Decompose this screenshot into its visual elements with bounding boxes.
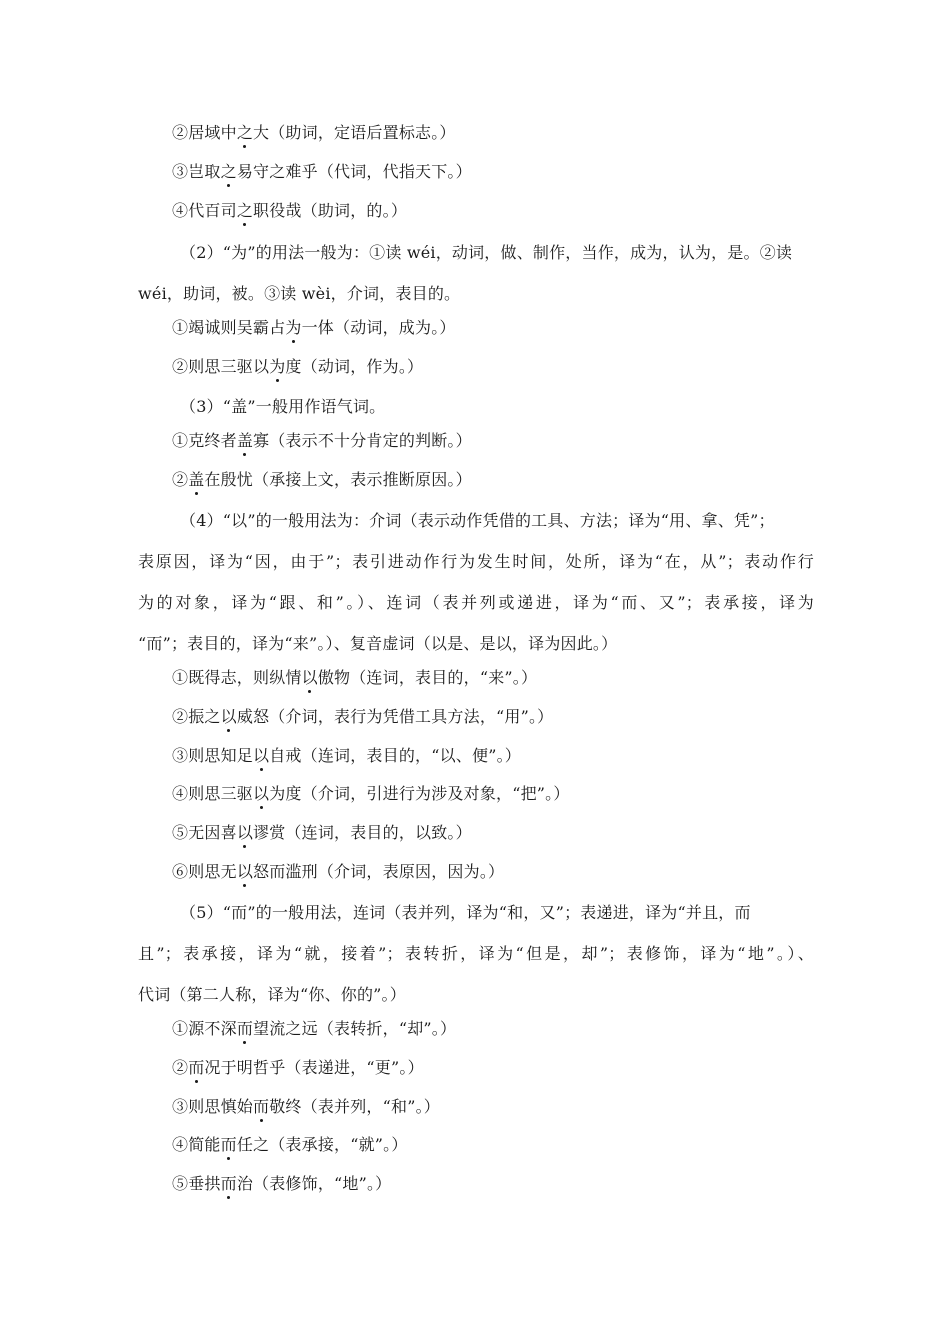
emphasized-char: 盖 bbox=[188, 470, 205, 489]
item-number: ③ bbox=[172, 1097, 189, 1116]
list-item: ①克终者盖寡（表示不十分肯定的判断。） bbox=[172, 431, 472, 450]
list-item: ③则思慎始而敬终（表并列，“和”。） bbox=[172, 1097, 440, 1116]
item-number: ① bbox=[172, 318, 189, 337]
item-number: ② bbox=[172, 1058, 189, 1077]
paragraph-line: 为的对象，译为“跟、和”。）、连词（表并列或递进，译为“而、又”；表承接，译为 bbox=[138, 593, 814, 612]
item-number: ① bbox=[172, 668, 189, 687]
list-item: ④则思三驱以为度（介词，引进行为涉及对象，“把”。） bbox=[172, 784, 570, 803]
emphasized-char: 盖 bbox=[236, 431, 254, 450]
item-number: ② bbox=[172, 707, 189, 726]
item-number: ① bbox=[172, 431, 189, 450]
item-number: ② bbox=[172, 357, 189, 376]
paragraph-line: 表原因，译为“因，由于”；表引进动作行为发生时间，处所，译为“在，从”；表动作行 bbox=[138, 552, 814, 571]
item-number: ③ bbox=[172, 162, 189, 181]
emphasized-char: 为 bbox=[285, 318, 302, 337]
list-item: ③岂取之易守之难乎（代词，代指天下。） bbox=[172, 162, 472, 181]
list-item: ②则思三驱以为度（动词，作为。） bbox=[172, 357, 424, 376]
list-item: ⑥则思无以怒而滥刑（介词，表原因，因为。） bbox=[172, 862, 505, 881]
emphasized-char: 以 bbox=[301, 668, 318, 687]
paragraph-line: （3）“盖”一般用作语气词。 bbox=[180, 397, 386, 416]
paragraph-line: wéi，助词，被。③读 wèi，介词，表目的。 bbox=[138, 284, 461, 303]
list-item: ②而况于明哲乎（表递进，“更”。） bbox=[172, 1058, 424, 1077]
emphasized-char: 而 bbox=[220, 1174, 237, 1193]
emphasized-char: 以 bbox=[253, 746, 270, 765]
emphasized-char: 之 bbox=[236, 201, 254, 220]
list-item: ①既得志，则纵情以傲物（连词，表目的，“来”。） bbox=[172, 668, 538, 687]
paragraph-line: 且”；表承接，译为“就，接着”；表转折，译为“但是，却”；表修饰，译为“地”。）、 bbox=[138, 944, 814, 963]
emphasized-char: 而 bbox=[253, 1097, 270, 1116]
list-item: ④简能而任之（表承接，“就”。） bbox=[172, 1135, 408, 1154]
list-item: ⑤垂拱而治（表修饰，“地”。） bbox=[172, 1174, 392, 1193]
item-number: ② bbox=[172, 470, 189, 489]
paragraph-line: 代词（第二人称，译为“你、你的”。） bbox=[138, 985, 406, 1004]
list-item: ②居域中之大（助词，定语后置标志。） bbox=[172, 123, 456, 142]
item-number: ⑤ bbox=[172, 823, 189, 842]
item-number: ⑤ bbox=[172, 1174, 189, 1193]
emphasized-char: 而 bbox=[236, 1019, 254, 1038]
item-number: ④ bbox=[172, 201, 189, 220]
emphasized-char: 而 bbox=[220, 1135, 237, 1154]
list-item: ⑤无因喜以谬赏（连词，表目的，以致。） bbox=[172, 823, 472, 842]
item-number: ③ bbox=[172, 746, 189, 765]
emphasized-char: 以 bbox=[236, 823, 254, 842]
paragraph-line: （5）“而”的一般用法，连词（表并列，译为“和，又”；表递进，译为“并且，而 bbox=[180, 903, 751, 922]
emphasized-char: 以 bbox=[253, 784, 270, 803]
item-number: ② bbox=[172, 123, 189, 142]
item-number: ① bbox=[172, 1019, 189, 1038]
item-number: ⑥ bbox=[172, 862, 189, 881]
list-item: ④代百司之职役哉（助词，的。） bbox=[172, 201, 408, 220]
list-item: ③则思知足以自戒（连词，表目的，“以、便”。） bbox=[172, 746, 521, 765]
emphasized-char: 之 bbox=[220, 162, 237, 181]
emphasized-char: 以 bbox=[236, 862, 254, 881]
list-item: ②振之以威怒（介词，表行为凭借工具方法，“用”。） bbox=[172, 707, 554, 726]
item-number: ④ bbox=[172, 1135, 189, 1154]
list-item: ②盖在殷忧（承接上文，表示推断原因。） bbox=[172, 470, 472, 489]
emphasized-char: 而 bbox=[188, 1058, 205, 1077]
emphasized-char: 以 bbox=[220, 707, 237, 726]
list-item: ①源不深而望流之远（表转折，“却”。） bbox=[172, 1019, 457, 1038]
item-number: ④ bbox=[172, 784, 189, 803]
emphasized-char: 之 bbox=[236, 123, 254, 142]
paragraph-line: （2）“为”的用法一般为：①读 wéi，动词，做、制作，当作，成为，认为，是。②读 bbox=[180, 243, 793, 262]
paragraph-line: “而”；表目的，译为“来”。）、复音虚词（以是、是以，译为因此。） bbox=[138, 634, 618, 653]
list-item: ①竭诚则吴霸占为一体（动词，成为。） bbox=[172, 318, 456, 337]
emphasized-char: 为 bbox=[269, 357, 286, 376]
paragraph-line: （4）“以”的一般用法为：介词（表示动作凭借的工具、方法；译为“用、拿、凭”； bbox=[180, 511, 775, 530]
